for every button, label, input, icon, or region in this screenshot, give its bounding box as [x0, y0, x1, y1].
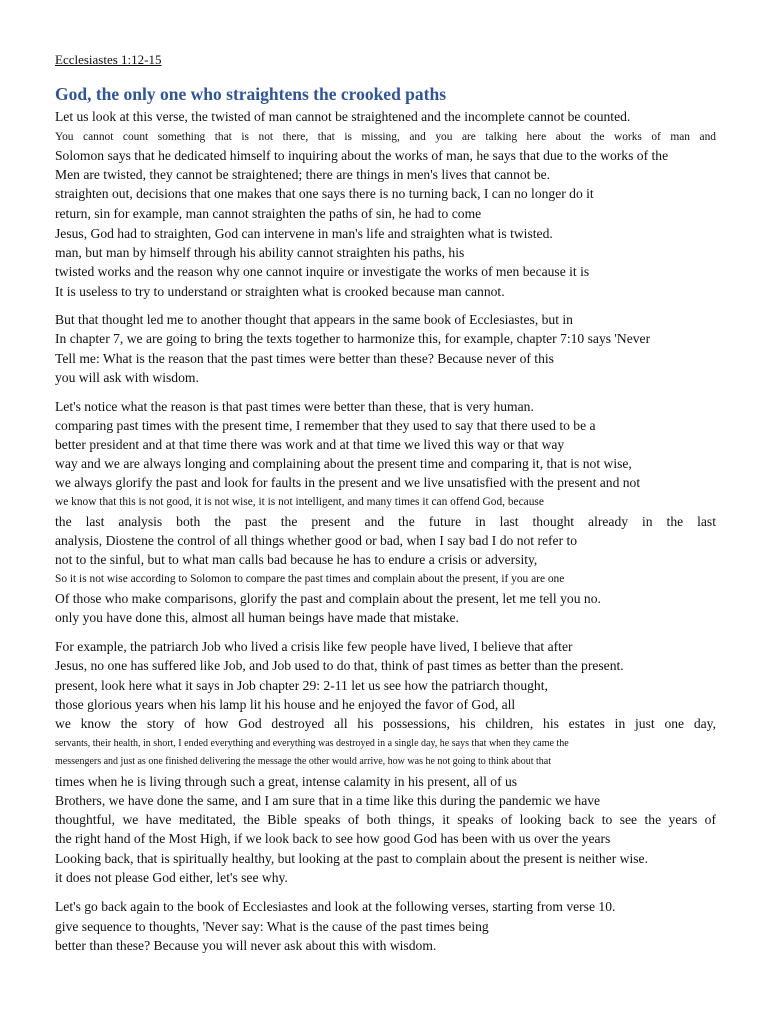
text-line: man, but man by himself through his ability cannot straighten his paths, his: [55, 245, 465, 260]
text-line: times when he is living through such a great, intense calamity in his present, all of us: [55, 774, 518, 789]
text-line: analysis, Diostene the control of all things whether good or bad, when I say bad I do not refer to: [55, 533, 578, 548]
text-line: In chapter 7, we are going to bring the texts together to harmonize this, for example, chapter 7:10 says 'Never: [55, 331, 651, 346]
text-line: straighten out, decisions that one makes that one says there is no turning back, I can no longer do it: [55, 186, 594, 201]
text-line: thoughtful, we have meditated, the Bible speaks of both things, it speaks of looking back to see the years of: [55, 812, 716, 827]
text-line: those glorious years when his lamp lit his house and he enjoyed the favor of God, all: [55, 697, 516, 712]
text-line: Tell me: What is the reason that the past times were better than these? Because never of this: [55, 351, 554, 366]
scripture-reference: Ecclesiastes 1:12-15: [55, 52, 162, 67]
text-line: It is useless to try to understand or straighten what is crooked because man cannot.: [55, 284, 505, 299]
text-line: not to the sinful, but to what man calls bad because he has to endure a crisis or adversity,: [55, 552, 538, 567]
text-line: servants, their health, in short, I ended everything and everything was destroyed in a single day, he says that when they came the: [55, 738, 569, 749]
text-line: Looking back, that is spiritually healthy, but looking at the past to complain about the present is neither wise.: [55, 851, 648, 866]
text-line: But that thought led me to another thought that appears in the same book of Ecclesiastes, but in: [55, 312, 573, 327]
text-line: it does not please God either, let's see why.: [55, 870, 288, 885]
text-line: only you have done this, almost all human beings have made that mistake.: [55, 610, 459, 625]
text-line: You cannot count something that is not there, that is missing, and you are talking here about the works of man and: [55, 131, 716, 143]
text-line: we know that this is not good, it is not wise, it is not intelligent, and many times it can offend God, because: [55, 496, 544, 508]
text-line: twisted works and the reason why one cannot inquire or investigate the works of men because it is: [55, 264, 590, 279]
text-line: the last analysis both the past the present and the future in last thought already in the last: [55, 514, 716, 529]
text-line: For example, the patriarch Job who lived a crisis like few people have lived, I believe that after: [55, 639, 573, 654]
text-line: messengers and just as one finished delivering the message the other would arrive, how was he not going to think about that: [55, 756, 552, 767]
text-line: Let us look at this verse, the twisted of man cannot be straightened and the incomplete cannot be counted.: [55, 109, 631, 124]
text-line: Solomon says that he dedicated himself to inquiring about the works of man, he says that due to the works of the: [55, 148, 669, 163]
text-line: present, look here what it says in Job chapter 29: 2-11 let us see how the patriarch thought,: [55, 678, 548, 693]
text-line: Of those who make comparisons, glorify the past and complain about the present, let me tell you no.: [55, 591, 601, 606]
text-line: the right hand of the Most High, if we look back to see how good God has been with us over the years: [55, 831, 611, 846]
text-line: Men are twisted, they cannot be straightened; there are things in men's lives that cannot be.: [55, 167, 551, 182]
text-line: return, sin for example, man cannot straighten the paths of sin, he had to come: [55, 206, 482, 221]
text-line: Jesus, God had to straighten, God can intervene in man's life and straighten what is twisted.: [55, 226, 553, 241]
text-line: Let's notice what the reason is that past times were better than these, that is very human.: [55, 399, 534, 414]
text-line: Let's go back again to the book of Ecclesiastes and look at the following verses, starting from verse 10.: [55, 899, 616, 914]
text-line: we know the story of how God destroyed all his possessions, his children, his estates in just one day,: [55, 716, 716, 731]
text-line: Jesus, no one has suffered like Job, and Job used to do that, think of past times as better than the present.: [55, 658, 624, 673]
text-line: better president and at that time there was work and at that time we lived this way or that way: [55, 437, 565, 452]
text-line: comparing past times with the present time, I remember that they used to say that there used to be a: [55, 418, 596, 433]
text-line: you will ask with wisdom.: [55, 370, 199, 385]
text-line: Brothers, we have done the same, and I am sure that in a time like this during the pandemic we have: [55, 793, 601, 808]
text-line: give sequence to thoughts, 'Never say: What is the cause of the past times being: [55, 919, 489, 934]
text-line: So it is not wise according to Solomon to compare the past times and complain about the present, if you are one: [55, 573, 565, 585]
text-line: better than these? Because you will never ask about this with wisdom.: [55, 938, 437, 953]
text-line: way and we are always longing and complaining about the present time and comparing it, that is not wise,: [55, 456, 632, 471]
page-title: God, the only one who straightens the crooked paths: [55, 84, 447, 104]
text-line: we always glorify the past and look for faults in the present and we live unsatisfied with the present and not: [55, 475, 641, 490]
